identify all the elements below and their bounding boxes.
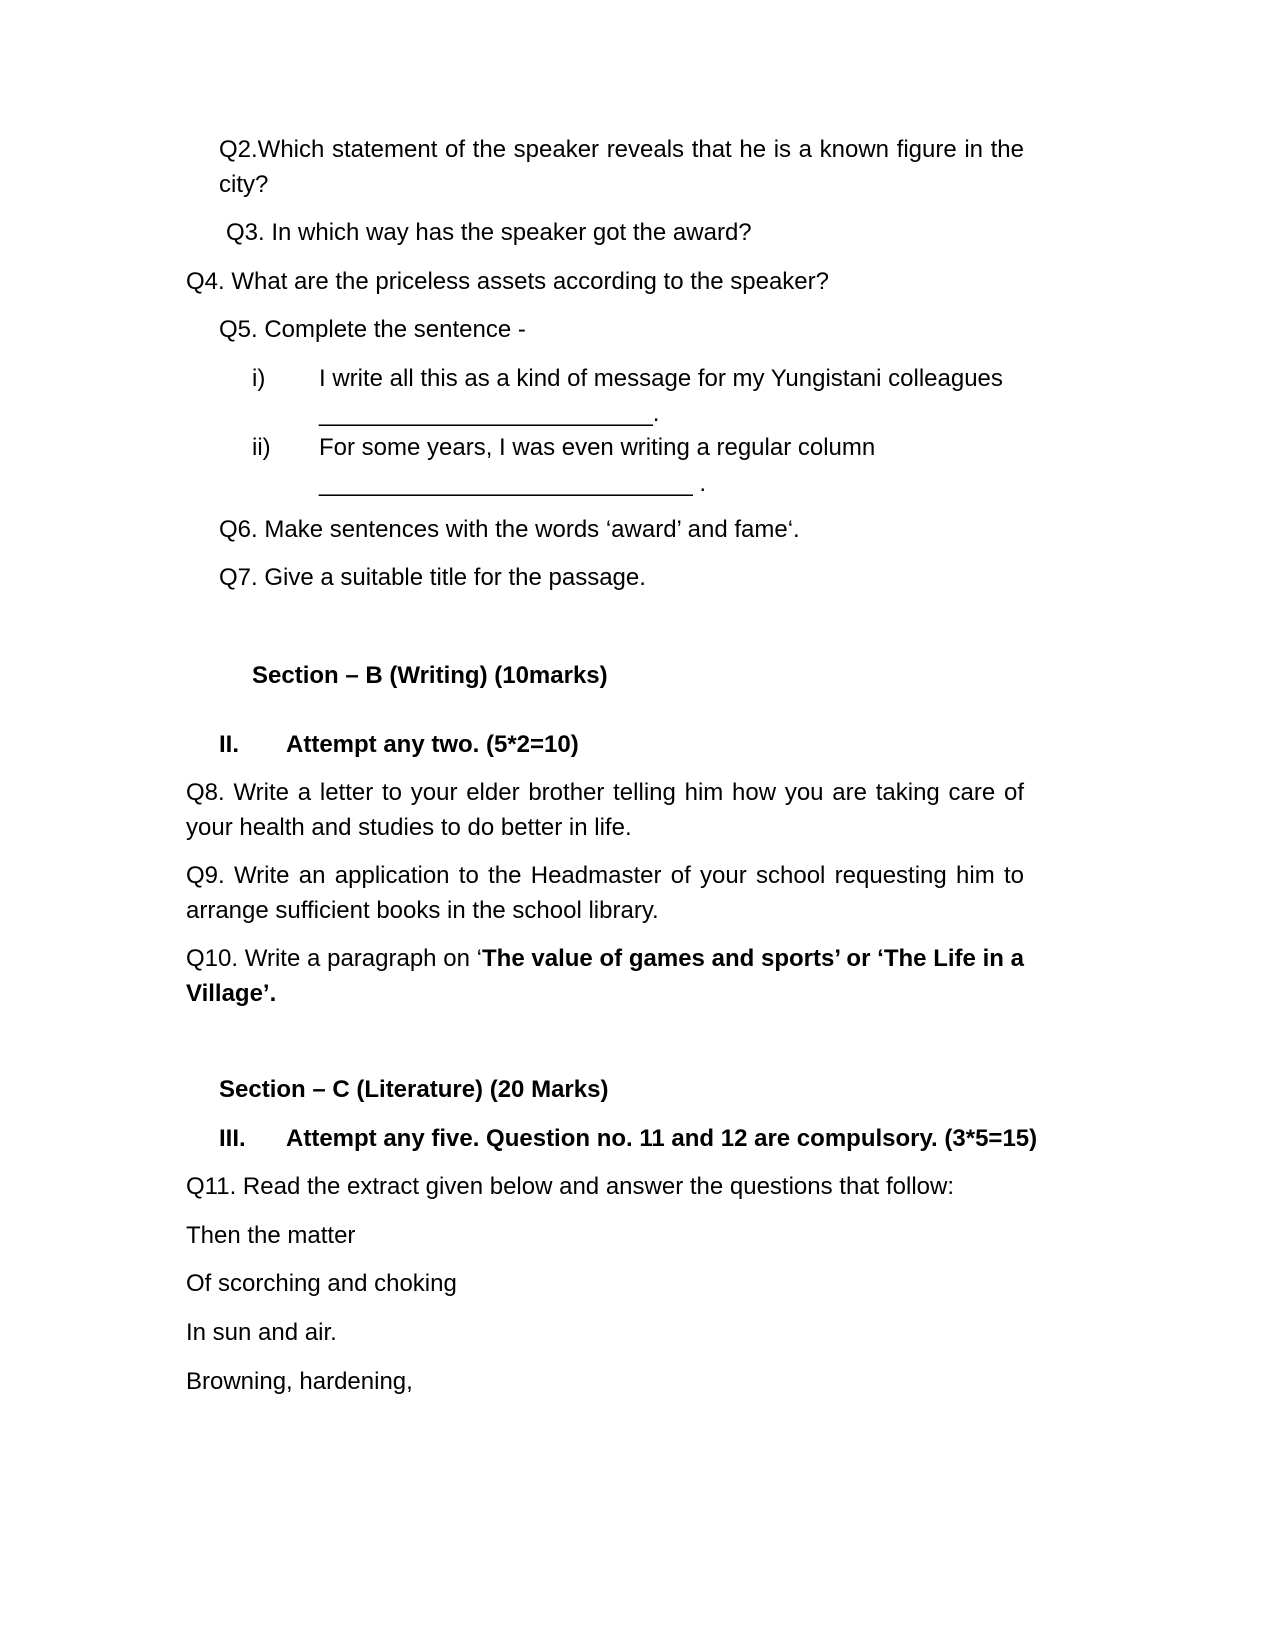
q5-item-2-blank: ____________________________ . xyxy=(319,470,707,497)
extract-line-4: Browning, hardening, xyxy=(186,1368,413,1395)
q5-item-2-number: ii) xyxy=(252,434,271,461)
section-b-instruction: Attempt any two. (5*2=10) xyxy=(286,731,579,758)
q10-connector: or ‘ xyxy=(839,945,884,972)
extract-line-3: In sun and air. xyxy=(186,1319,337,1346)
q10-topic-1: The value of games and sports’ xyxy=(482,945,840,972)
question-q2: Q2.Which statement of the speaker reveals that he is a known figure in the city? xyxy=(219,136,1024,198)
section-c-heading: Section – C (Literature) (20 Marks) xyxy=(219,1076,609,1103)
question-q9: Q9. Write an application to the Headmaster of your school requesting him to arrange sufficient books in the school library. xyxy=(186,862,1024,924)
section-b-instruction-number: II. xyxy=(219,731,240,758)
question-q3: Q3. In which way has the speaker got the award? xyxy=(226,219,752,246)
extract-line-1: Then the matter xyxy=(186,1222,356,1249)
section-c-instruction-number: III. xyxy=(219,1125,246,1152)
question-q7: Q7. Give a suitable title for the passage. xyxy=(219,564,646,591)
question-q8: Q8. Write a letter to your elder brother telling him how you are taking care of your health and studies to do better in life. xyxy=(186,779,1024,841)
question-q5-prompt: Q5. Complete the sentence - xyxy=(219,316,526,343)
q5-item-1-text: I write all this as a kind of message for my Yungistani colleagues xyxy=(319,365,1003,392)
q5-item-1-number: i) xyxy=(252,365,266,392)
section-c-instruction: Attempt any five. Question no. 11 and 12 are compulsory. (3*5=15) xyxy=(286,1125,1038,1152)
section-b-heading: Section – B (Writing) (10marks) xyxy=(252,662,608,689)
question-q11: Q11. Read the extract given below and answer the questions that follow: xyxy=(186,1173,955,1200)
q10-prefix: Q10. Write a paragraph on ‘ xyxy=(186,945,482,972)
q10-topic-2: The Life in a Village’. xyxy=(186,945,1025,1007)
question-q6: Q6. Make sentences with the words ‘award’ and fame‘. xyxy=(219,516,800,543)
question-q4: Q4. What are the priceless assets according to the speaker? xyxy=(186,268,829,295)
q5-item-1-blank: _________________________. xyxy=(319,400,660,427)
q5-item-2-text: For some years, I was even writing a regular column xyxy=(319,434,876,461)
question-q10 xyxy=(186,941,1024,1011)
extract-line-2: Of scorching and choking xyxy=(186,1270,457,1297)
